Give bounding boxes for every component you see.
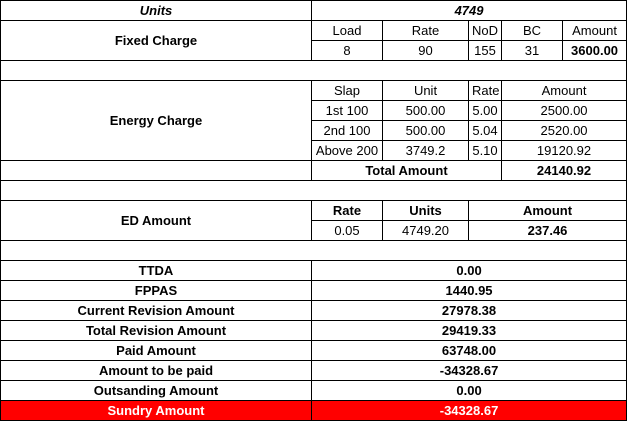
energy-charge-label: Energy Charge	[1, 81, 312, 161]
summary-label: FPPAS	[1, 281, 312, 301]
energy-slab: 1st 100	[312, 101, 383, 121]
energy-amount: 19120.92	[502, 141, 627, 161]
ed-amount-label: ED Amount	[1, 201, 312, 241]
summary-row	[1, 281, 627, 301]
energy-header-amount: Amount	[502, 81, 627, 101]
sundry-value: -34328.67	[312, 401, 627, 421]
spacer-row	[1, 181, 627, 201]
summary-label: Total Revision Amount	[1, 321, 312, 341]
summary-label: Outsanding Amount	[1, 381, 312, 401]
spacer-row	[1, 61, 627, 81]
summary-value: -34328.67	[312, 361, 627, 381]
energy-total-value: 24140.92	[502, 161, 627, 181]
summary-value: 27978.38	[312, 301, 627, 321]
energy-unit: 3749.2	[383, 141, 469, 161]
fixed-header-bc: BC	[502, 21, 563, 41]
summary-row	[1, 321, 627, 341]
summary-value: 63748.00	[312, 341, 627, 361]
energy-unit: 500.00	[383, 121, 469, 141]
summary-value: 1440.95	[312, 281, 627, 301]
energy-amount: 2520.00	[502, 121, 627, 141]
summary-row	[1, 361, 627, 381]
ed-header-units: Units	[383, 201, 469, 221]
ed-units-value: 4749.20	[383, 221, 469, 241]
energy-header-unit: Unit	[383, 81, 469, 101]
energy-amount: 2500.00	[502, 101, 627, 121]
energy-unit: 500.00	[383, 101, 469, 121]
fixed-header-load: Load	[312, 21, 383, 41]
summary-row	[1, 341, 627, 361]
energy-total-label: Total Amount	[312, 161, 502, 181]
fixed-nod-value: 155	[469, 41, 502, 61]
units-row	[1, 1, 627, 21]
fixed-header-amount: Amount	[563, 21, 627, 41]
energy-rate: 5.00	[469, 101, 502, 121]
summary-row	[1, 261, 627, 281]
fixed-charge-label: Fixed Charge	[1, 21, 312, 61]
spacer-row	[1, 241, 627, 261]
energy-rate: 5.10	[469, 141, 502, 161]
energy-total-row	[1, 161, 627, 181]
units-label: Units	[1, 1, 312, 21]
summary-value: 29419.33	[312, 321, 627, 341]
ed-header-row	[1, 201, 627, 221]
energy-header-slab: Slap	[312, 81, 383, 101]
sundry-label: Sundry Amount	[1, 401, 312, 421]
fixed-header-row	[1, 21, 627, 41]
fixed-bc-value: 31	[502, 41, 563, 61]
fixed-rate-value: 90	[383, 41, 469, 61]
fixed-header-rate: Rate	[383, 21, 469, 41]
ed-amount-value: 237.46	[469, 221, 627, 241]
energy-slab: Above 200	[312, 141, 383, 161]
summary-label: Paid Amount	[1, 341, 312, 361]
energy-rate: 5.04	[469, 121, 502, 141]
summary-label: Current Revision Amount	[1, 301, 312, 321]
fixed-load-value: 8	[312, 41, 383, 61]
fixed-header-nod: NoD	[469, 21, 502, 41]
ed-header-amount: Amount	[469, 201, 627, 221]
summary-row	[1, 301, 627, 321]
summary-label: Amount to be paid	[1, 361, 312, 381]
summary-row	[1, 381, 627, 401]
fixed-amount-value: 3600.00	[563, 41, 627, 61]
energy-slab: 2nd 100	[312, 121, 383, 141]
ed-rate-value: 0.05	[312, 221, 383, 241]
ed-header-rate: Rate	[312, 201, 383, 221]
summary-value: 0.00	[312, 261, 627, 281]
energy-header-row	[1, 81, 627, 101]
summary-value: 0.00	[312, 381, 627, 401]
energy-header-rate: Rate	[469, 81, 502, 101]
summary-label: TTDA	[1, 261, 312, 281]
units-value: 4749	[312, 1, 627, 21]
sundry-row	[1, 401, 627, 421]
